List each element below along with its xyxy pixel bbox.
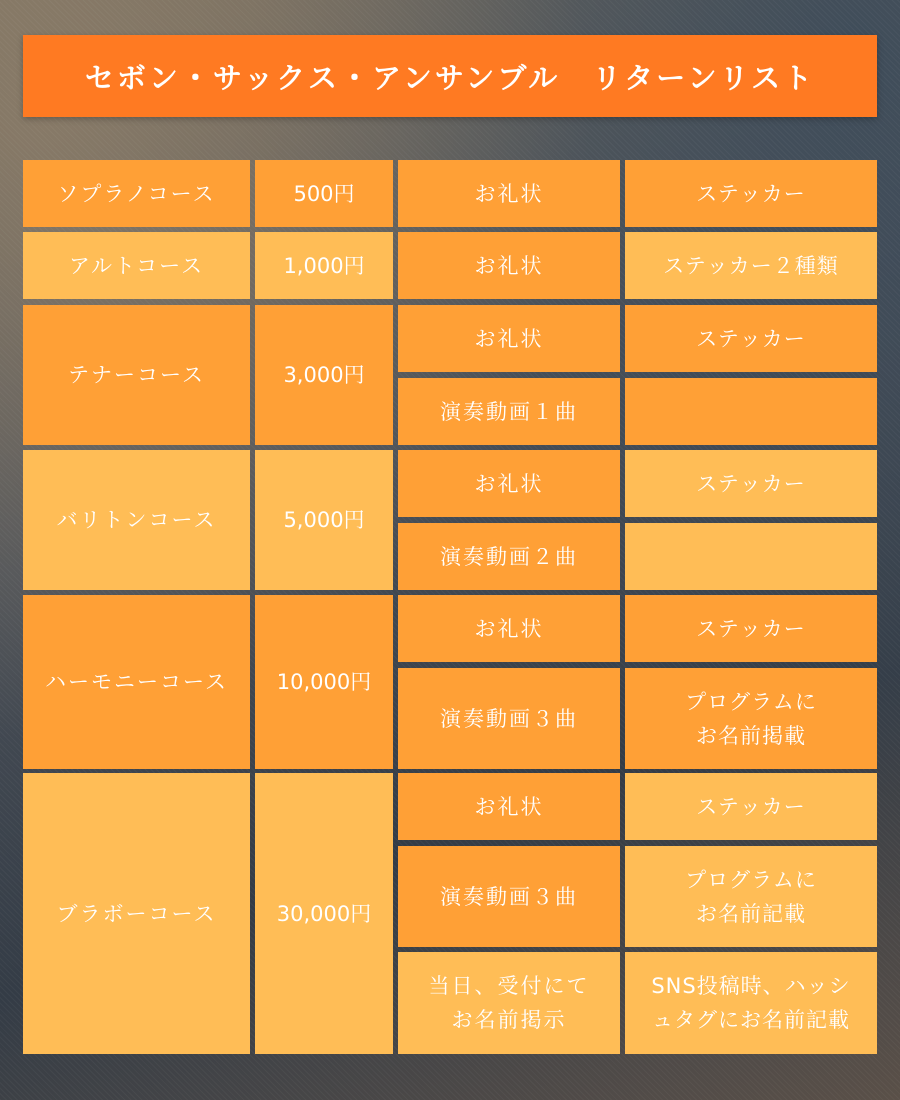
return-bonus-cell: プログラムに お名前記載	[625, 846, 877, 947]
course-name-cell: ハーモニーコース	[23, 595, 250, 769]
return-bonus-cell: ステッカー	[625, 773, 877, 840]
return-bonus-cell: プログラムに お名前掲載	[625, 668, 877, 769]
course-price-cell: 1,000円	[255, 232, 393, 299]
return-bonus-cell	[625, 523, 877, 590]
return-bonus-cell: ステッカー２種類	[625, 232, 877, 299]
return-bonus-cell: ステッカー	[625, 595, 877, 662]
course-name-cell: アルトコース	[23, 232, 250, 299]
course-price-cell: 10,000円	[255, 595, 393, 769]
return-bonus-cell: SNS投稿時、ハッシ ュタグにお名前記載	[625, 952, 877, 1054]
title-banner	[23, 35, 877, 117]
course-price-cell: 5,000円	[255, 450, 393, 590]
page-title: セボン・サックス・アンサンブル リターンリスト	[84, 60, 816, 95]
return-bonus-cell: ステッカー	[625, 160, 877, 227]
return-item-cell: お礼状	[398, 450, 620, 517]
return-item-cell: お礼状	[398, 232, 620, 299]
return-item-cell: 演奏動画１曲	[398, 378, 620, 445]
return-item-cell: お礼状	[398, 305, 620, 372]
return-item-cell: 演奏動画３曲	[398, 846, 620, 947]
return-item-cell: お礼状	[398, 773, 620, 840]
course-price-cell: 3,000円	[255, 305, 393, 445]
return-item-cell: 演奏動画２曲	[398, 523, 620, 590]
course-name-cell: ソプラノコース	[23, 160, 250, 227]
return-item-cell: お礼状	[398, 595, 620, 662]
return-bonus-cell: ステッカー	[625, 305, 877, 372]
return-bonus-cell: ステッカー	[625, 450, 877, 517]
course-price-cell: 500円	[255, 160, 393, 227]
return-item-cell: お礼状	[398, 160, 620, 227]
course-name-cell: ブラボーコース	[23, 773, 250, 1054]
course-name-cell: バリトンコース	[23, 450, 250, 590]
return-item-cell: 演奏動画３曲	[398, 668, 620, 769]
course-price-cell: 30,000円	[255, 773, 393, 1054]
return-bonus-cell	[625, 378, 877, 445]
course-name-cell: テナーコース	[23, 305, 250, 445]
return-item-cell: 当日、受付にて お名前掲示	[398, 952, 620, 1054]
